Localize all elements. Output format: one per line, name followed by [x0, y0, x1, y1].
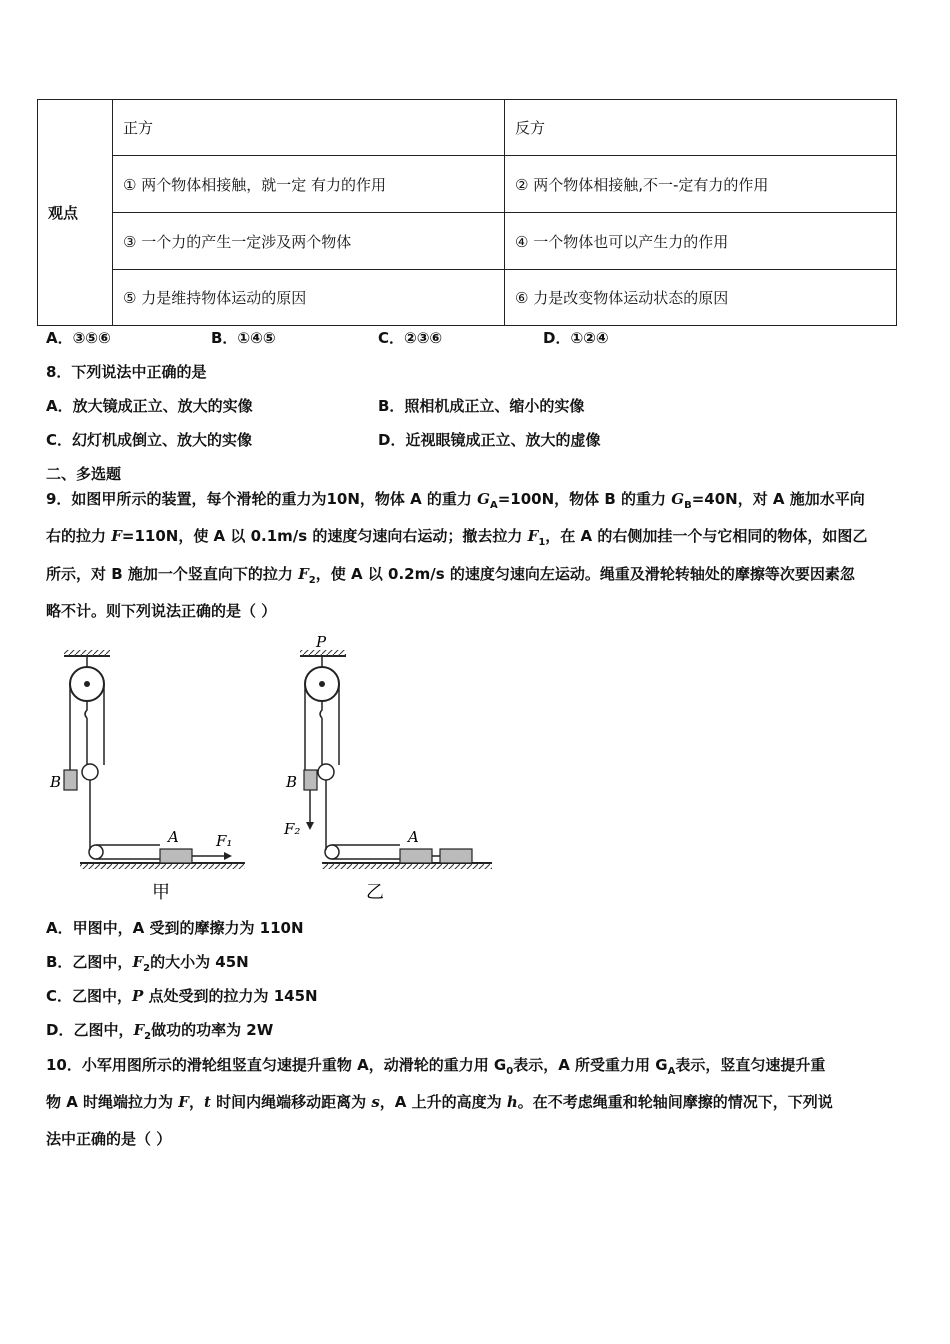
q7-option-b: B．①④⑤ [211, 329, 276, 347]
label-b-yi: B [286, 773, 298, 791]
q9-option-d: D．乙图中，$F_2$做功的功率为 2W [46, 1021, 274, 1042]
q7-option-c: C．②③⑥ [378, 329, 443, 347]
section-title: 二、多选题 [46, 465, 122, 483]
q7-option-d: D．①②④ [543, 329, 609, 347]
q10-line-1: 10．小军用图所示的滑轮组竖直匀速提升重物 A，动滑轮的重力用 $G_0$表示，A 所受重力用 $G_A$表示，竖直匀速提升重 [46, 1056, 826, 1077]
q8-option-c: C．幻灯机成倒立、放大的实像 [46, 431, 253, 449]
header-con: 反方 [505, 100, 897, 156]
pulley-figure [40, 630, 510, 910]
block-b-jia [64, 770, 77, 790]
q9-line-3: 所示，对 B 施加一个竖直向下的拉力 $F_2$，使 A 以 0.2m/s 的速度匀速向左运动。绳重及滑轮转轴处的摩擦等次要因素忽 [46, 565, 855, 586]
cell-2: ② 两个物体相接触,不一-定有力的作用 [505, 156, 897, 213]
block-a-jia [160, 849, 192, 863]
q9-option-a: A．甲图中，A 受到的摩擦力为 110N [46, 919, 304, 937]
cell-3: ③ 一个力的产生一定涉及两个物体 [113, 213, 505, 270]
q8-option-b: B．照相机成正立、缩小的实像 [378, 397, 585, 415]
q10-line-3: 法中正确的是（ ） [46, 1130, 172, 1148]
label-a-jia: A [168, 828, 179, 846]
header-pro: 正方 [113, 100, 505, 156]
viewpoint-table [37, 99, 897, 326]
label-b-jia: B [50, 773, 62, 791]
q8-option-d: D．近视眼镜成正立、放大的虚像 [378, 431, 601, 449]
label-f1: F₁ [216, 832, 233, 850]
block-a2-yi [440, 849, 472, 863]
block-a-yi [400, 849, 432, 863]
row-label: 观点 [38, 100, 113, 326]
q8-stem: 8．下列说法中正确的是 [46, 363, 207, 381]
caption-yi: 乙 [366, 882, 384, 903]
q7-option-a: A．③⑤⑥ [46, 329, 111, 347]
q9-line-1: 9．如图甲所示的装置，每个滑轮的重力为10N，物体 A 的重力 $G_A=100N$，物体 B 的重力 $G_B=40N$，对 A 施加水平向 [46, 490, 865, 511]
cell-4: ④ 一个物体也可以产生力的作用 [505, 213, 897, 270]
q9-line-2: 右的拉力 F=110N，使 A 以 0.1m/s 的速度匀速向右运动；撤去拉力 $F_1$，在 A 的右侧加挂一个与它相同的物体，如图乙 [46, 527, 868, 548]
label-a-yi: A [408, 828, 419, 846]
label-p: P [316, 633, 327, 651]
q9-line-4: 略不计。则下列说法正确的是（ ） [46, 602, 277, 620]
q10-line-2: 物 A 时绳端拉力为 F，t 时间内绳端移动距离为 s，A 上升的高度为 h。在不考虑绳重和轮轴间摩擦的情况下，下列说 [46, 1093, 833, 1111]
figure-yi [283, 633, 492, 903]
q8-option-a: A．放大镜成正立、放大的实像 [46, 397, 253, 415]
cell-1: ① 两个物体相接触，就一定 有力的作用 [113, 156, 505, 213]
cell-6: ⑥ 力是改变物体运动状态的原因 [505, 270, 897, 326]
caption-jia: 甲 [152, 882, 170, 903]
block-b-yi [304, 770, 317, 790]
label-f2: F₂ [284, 820, 301, 838]
figure-jia [49, 650, 245, 903]
q9-option-b: B．乙图中，$F_2$的大小为 45N [46, 953, 249, 974]
q9-option-c: C．乙图中，P 点处受到的拉力为 145N [46, 987, 318, 1005]
cell-5: ⑤ 力是维持物体运动的原因 [113, 270, 505, 326]
